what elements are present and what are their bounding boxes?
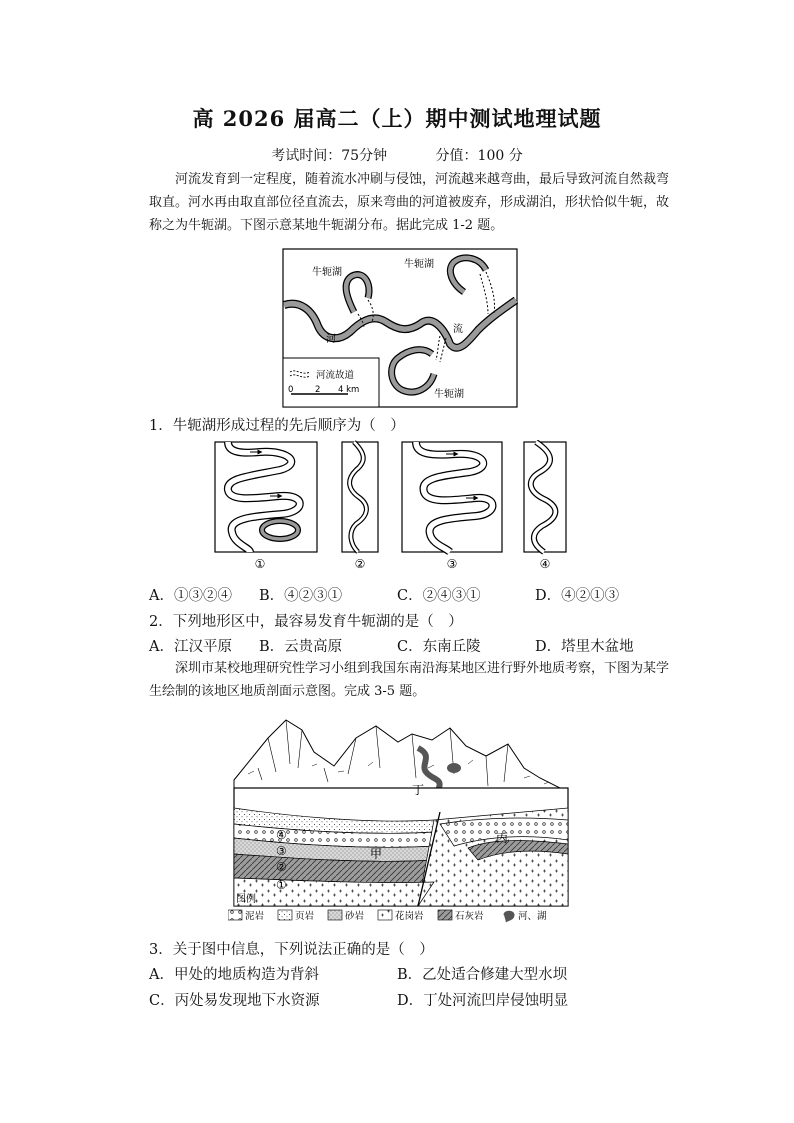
q2-stem: 2．下列地形区中，最容易发育牛轭湖的是（ ） [149,614,463,630]
exam-time: 考试时间：75分钟 [271,148,388,164]
q1-option-d[interactable]: D．④②①③ [535,588,620,604]
q2-option-a[interactable]: A．江汉平原 [149,639,232,655]
label-jia: 甲 [370,847,383,861]
intro2-line-1: 深圳市某校地理研究性学习小组到我国东南沿海某地区进行野外地质考察，下图为某学 [175,661,670,676]
q3-option-d[interactable]: D．丁处河流凹岸侵蚀明显 [397,993,569,1009]
legend-old-channel-label: 河流故道 [316,370,355,381]
map-label-river-liu: 流 [453,324,463,335]
river-lake-icon [504,911,514,922]
panel-1 [215,442,317,571]
panel-3-label: ③ [446,557,458,571]
q1-panels [210,440,570,575]
map-label-river-he: 河 [326,334,336,345]
layer-3: ③ [276,844,287,858]
q2-option-c[interactable]: C．东南丘陵 [397,639,481,655]
q1-option-b[interactable]: B．④②③① [259,588,343,604]
legend-river-lake: 河、湖 [518,911,547,922]
oxbow-lake-map [282,248,518,408]
intro1-line-2: 取直。河水再由取直部位径直流去，原来弯曲的河道被废弃，形成湖泊，形状恰似牛轭，故 [149,195,670,210]
layer-2: ② [276,860,287,874]
map-label-oxbow-3: 牛轭湖 [434,389,464,400]
legend-mudstone: 泥岩 [245,911,265,922]
intro1-line-3: 称之为牛轭湖。下图示意某地牛轭湖分布。据此完成 1-2 题。 [149,218,504,233]
scale-4: 4 km [338,385,360,395]
label-bing: 丙 [496,831,509,845]
intro-paragraph-1 [149,168,669,237]
panel-3 [402,442,502,571]
q3-option-b[interactable]: B．乙处适合修建大型水坝 [397,967,568,983]
legend-granite: 花岗岩 [395,911,424,922]
q2-option-d[interactable]: D．塔里木盆地 [535,639,634,655]
exam-score: 分值：100 分 [435,148,523,164]
map-label-oxbow-1: 牛轭湖 [312,267,342,278]
legend-limestone: 石灰岩 [455,911,484,922]
q3-stem: 3．关于图中信息，下列说法正确的是（ ） [149,942,434,958]
q3-option-a[interactable]: A．甲处的地质构造为背斜 [149,967,319,983]
layer-4: ④ [276,828,287,842]
intro2-line-2: 生绘制的该地区地质剖面示意图。完成 3-5 题。 [149,684,426,699]
legend-title: 图例 [236,894,256,905]
scale-2: 2 [315,385,321,395]
label-ding: 丁 [412,783,425,797]
geology-cross-section [228,708,576,930]
panel-4-label: ④ [539,557,551,571]
q3-options-row-2 [149,989,669,1009]
legend-shale: 页岩 [295,911,315,922]
q1-stem: 1．牛轭湖形成过程的先后顺序为（ ） [149,418,405,434]
layer-1: ① [276,878,287,892]
geology-legend [228,910,547,922]
map-label-oxbow-2: 牛轭湖 [404,259,434,270]
q3-option-c[interactable]: C．丙处易发现地下水资源 [149,993,320,1009]
panel-2 [342,442,378,571]
q2-option-b[interactable]: B．云贵高原 [259,639,343,655]
intro-paragraph-2 [149,657,669,703]
q1-options [149,584,669,604]
exam-meta [0,145,794,165]
q1-option-a[interactable]: A．①③②④ [149,588,232,604]
panel-4 [524,442,566,571]
scale-0: 0 [288,385,294,395]
exam-title: 高 2026 届高二（上）期中测试地理试题 [192,106,602,131]
legend-sandstone: 砂岩 [345,911,365,922]
intro1-line-1: 河流发育到一定程度，随着流水冲刷与侵蚀，河流越来越弯曲，最后导致河流自然裁弯 [175,172,670,187]
q2-options [149,635,669,655]
panel-1-label: ① [254,557,266,571]
q1-option-c[interactable]: C．②④③① [397,588,481,604]
panel-2-label: ② [354,557,366,571]
q3-options-row-1 [149,963,669,983]
